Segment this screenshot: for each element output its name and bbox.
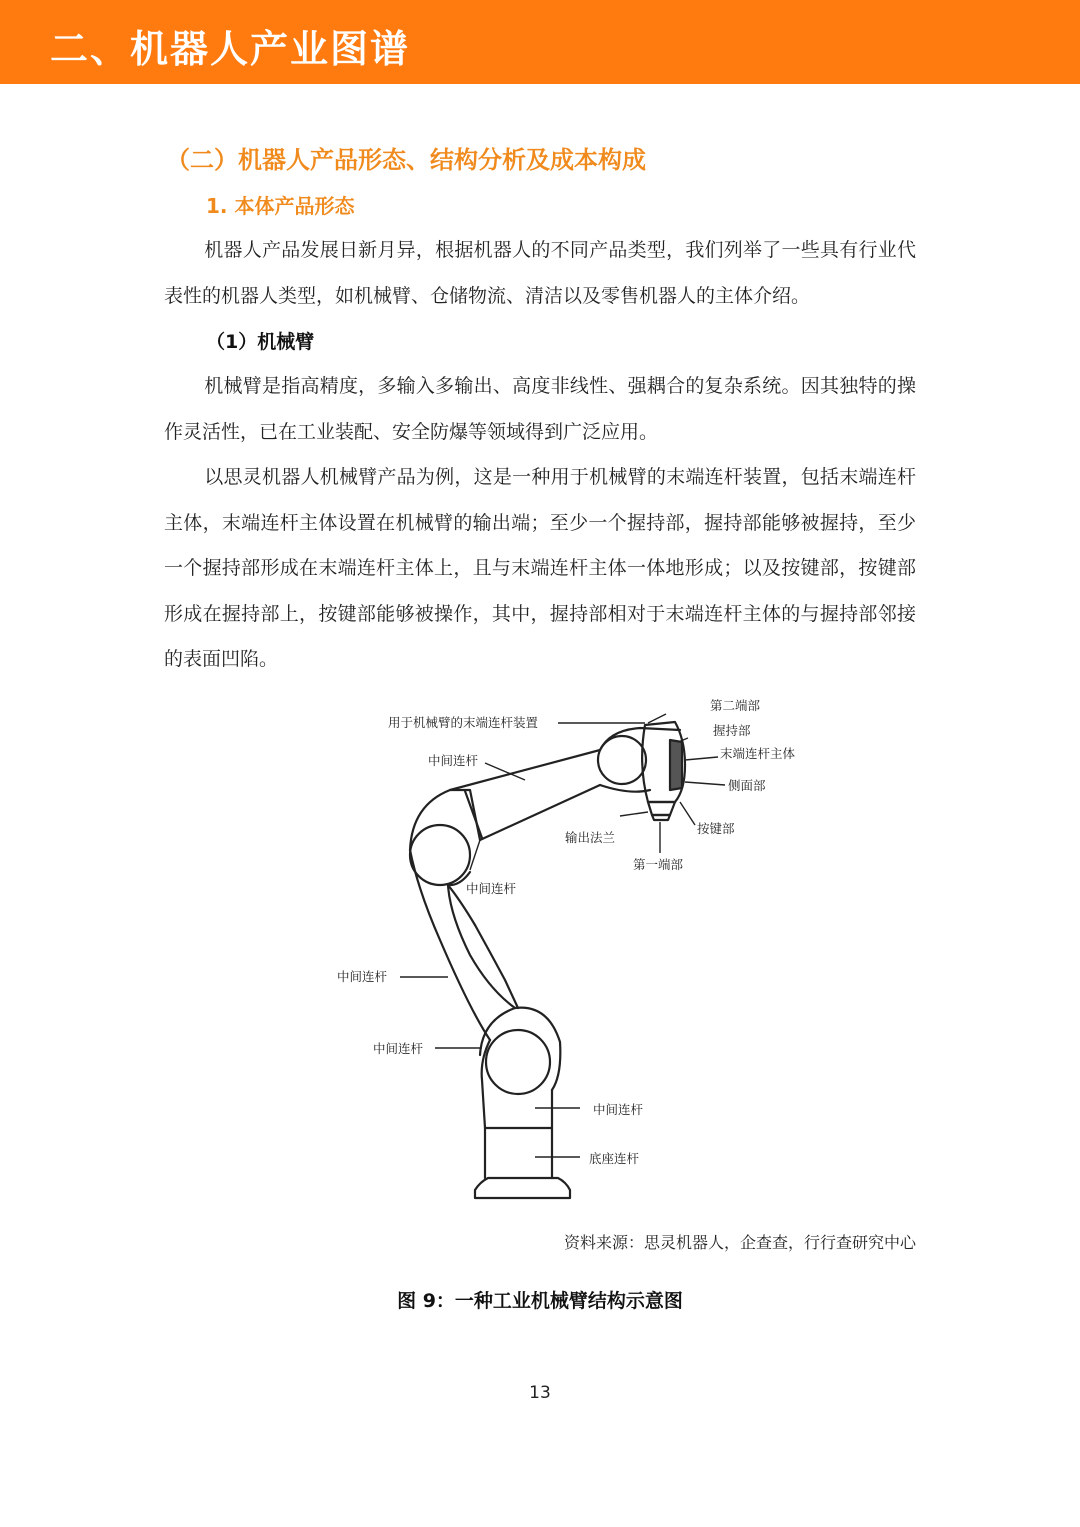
section-title: （二）机器人产品形态、结构分析及成本构成 xyxy=(166,146,646,174)
example-paragraph xyxy=(164,455,916,683)
label-base: 底座连杆 xyxy=(589,1151,640,1166)
lower-joint xyxy=(486,1030,550,1094)
label-mid-3: 中间连杆 xyxy=(337,969,388,984)
label-side: 侧面部 xyxy=(728,778,766,793)
label-end-body: 末端连杆主体 xyxy=(720,746,796,761)
label-mid-4: 中间连杆 xyxy=(373,1041,424,1056)
upper-joint xyxy=(410,825,470,885)
intro-text: 机器人产品发展日新月异，根据机器人的不同产品类型，我们列举了一些具有行业代表性的机器人类型，如机械臂、仓储物流、清洁以及零售机器人的主体介绍。 xyxy=(164,239,916,307)
page-number: 13 xyxy=(529,1383,551,1403)
base-flange xyxy=(475,1178,570,1198)
item-title: （1）机械臂 xyxy=(206,331,315,353)
figure-caption: 图 9：一种工业机械臂结构示意图 xyxy=(397,1290,683,1312)
intro-paragraph xyxy=(164,228,916,319)
base-link xyxy=(485,1128,552,1178)
label-grip: 握持部 xyxy=(713,723,751,738)
label-first-end: 第一端部 xyxy=(633,857,684,872)
header-banner xyxy=(0,0,1080,84)
arm-definition-paragraph xyxy=(164,364,916,455)
middle-link xyxy=(410,850,515,1040)
robot-arm-diagram xyxy=(330,690,850,1230)
label-mid-2: 中间连杆 xyxy=(466,881,517,896)
example-text: 以思灵机器人机械臂产品为例，这是一种用于机械臂的末端连杆装置，包括末端连杆主体，末端连杆主体设置在机械臂的输出端；至少一个握持部，握持部能够被握持，至少一个握持部形成在末端连杆主体上，且与末端连杆主体一体地形成；以及按键部，按键部形成在握持部上，按键部能够被操作，其中，握持部相对于末端连杆主体的与握持部邻接的表面凹陷。 xyxy=(164,466,916,670)
label-end-device: 用于机械臂的末端连杆装置 xyxy=(388,715,539,730)
label-flange: 输出法兰 xyxy=(565,830,616,845)
label-mid-1: 中间连杆 xyxy=(428,753,479,768)
label-mid-5: 中间连杆 xyxy=(593,1102,644,1117)
chapter-title: 二、机器人产业图谱 xyxy=(50,27,411,71)
label-button: 按键部 xyxy=(697,821,735,836)
figure-source: 资料来源：思灵机器人，企查查，行行查研究中心 xyxy=(563,1233,916,1252)
subsection-title: 1. 本体产品形态 xyxy=(206,194,355,218)
arm-definition-text: 机械臂是指高精度，多输入多输出、高度非线性、强耦合的复杂系统。因其独特的操作灵活性，已在工业装配、安全防爆等领域得到广泛应用。 xyxy=(164,375,916,443)
label-second-end: 第二端部 xyxy=(710,698,761,713)
